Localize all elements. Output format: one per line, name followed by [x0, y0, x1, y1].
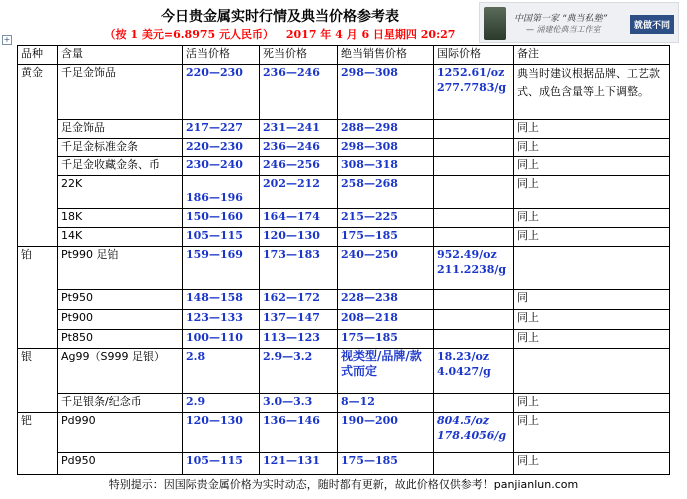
header-category: 品种	[18, 46, 58, 65]
header-content: 含量	[58, 46, 183, 65]
note-cell: 同上	[514, 453, 670, 475]
header-intl-price: 国际价格	[434, 46, 514, 65]
content-cell: Pd990	[58, 413, 183, 453]
note-cell: 典当时建议根据品牌、工艺款式、成色含量等上下调整。	[514, 65, 670, 120]
sale-price-cell: 175—185	[338, 228, 434, 247]
page-subtitle	[0, 26, 560, 42]
intl-price-cell	[434, 176, 514, 209]
table-row	[18, 247, 670, 290]
logo-seal-icon	[484, 7, 506, 40]
live-price-cell: 159—169	[183, 247, 260, 290]
note-cell: 同上	[514, 120, 670, 139]
sale-price-cell: 208—218	[338, 310, 434, 330]
dead-price-cell: 236—246	[260, 65, 338, 120]
content-cell: Pd950	[58, 453, 183, 475]
table-row	[18, 290, 670, 310]
footer-notice: 特别提示：因国际贵金属价格为实时动态，随时都有更新，故此价格仅供参考！panjianlun.com	[108, 478, 579, 491]
live-price-cell: 2.8	[183, 349, 260, 394]
header-note: 备注	[514, 46, 670, 65]
intl-price-cell	[434, 120, 514, 139]
live-price-cell: 105—115	[183, 228, 260, 247]
note-cell	[514, 349, 670, 394]
dead-price-cell: 120—130	[260, 228, 338, 247]
category-cell: 铂	[18, 247, 58, 349]
live-price-cell: 120—130	[183, 413, 260, 453]
content-cell: 足金饰品	[58, 120, 183, 139]
dead-price-cell: 2.9—3.2	[260, 349, 338, 394]
table-row	[18, 394, 670, 413]
content-cell: Pt950	[58, 290, 183, 310]
note-cell: 同上	[514, 413, 670, 453]
sale-price-cell: 190—200	[338, 413, 434, 453]
header-live-price: 活当价格	[183, 46, 260, 65]
table-row	[18, 228, 670, 247]
price-table	[17, 45, 670, 475]
note-cell	[514, 247, 670, 290]
dead-price-cell: 173—183	[260, 247, 338, 290]
sale-price-cell: 175—185	[338, 453, 434, 475]
dead-price-cell: 231—241	[260, 120, 338, 139]
studio-logo	[479, 2, 679, 43]
live-price-cell: 148—158	[183, 290, 260, 310]
table-row	[18, 349, 670, 394]
intl-price-cell	[434, 330, 514, 349]
header-dead-price: 死当价格	[260, 46, 338, 65]
category-cell: 黄金	[18, 65, 58, 247]
dead-price-cell: 202—212	[260, 176, 338, 209]
report-date: 2017 年 4 月 6 日星期四 20:27	[285, 28, 456, 41]
live-price-cell: 217—227	[183, 120, 260, 139]
intl-price-cell	[434, 139, 514, 157]
note-cell: 同上	[514, 139, 670, 157]
content-cell: Pt850	[58, 330, 183, 349]
content-cell: 14K	[58, 228, 183, 247]
sale-price-cell: 288—298	[338, 120, 434, 139]
live-price-cell: 220—230	[183, 65, 260, 120]
intl-price-cell	[434, 453, 514, 475]
dead-price-cell: 137—147	[260, 310, 338, 330]
live-price-value: 186—196	[186, 191, 243, 204]
table-header-row	[18, 46, 670, 65]
sale-price-cell: 308—318	[338, 157, 434, 176]
table-row	[18, 413, 670, 453]
table-row	[18, 176, 670, 209]
table-move-handle-icon[interactable]: +	[3, 35, 11, 44]
sale-price-cell: 8—12	[338, 394, 434, 413]
content-cell: 千足银条/纪念币	[58, 394, 183, 413]
intl-price-cell	[434, 290, 514, 310]
table-row	[18, 330, 670, 349]
dead-price-cell: 121—131	[260, 453, 338, 475]
sale-price-cell: 228—238	[338, 290, 434, 310]
dead-price-cell: 246—256	[260, 157, 338, 176]
table-row	[18, 120, 670, 139]
note-cell: 同上	[514, 310, 670, 330]
dead-price-cell: 136—146	[260, 413, 338, 453]
logo-tag: 就做不同	[630, 15, 674, 34]
table-row	[18, 157, 670, 176]
intl-price-cell: 952.49/oz 211.2238/g	[434, 247, 514, 290]
note-cell: 同上	[514, 394, 670, 413]
dead-price-cell: 164—174	[260, 209, 338, 228]
content-cell: Pt900	[58, 310, 183, 330]
table-row	[18, 310, 670, 330]
live-price-cell: 230—240	[183, 157, 260, 176]
content-cell: 千足金饰品	[58, 65, 183, 120]
dead-price-cell: 236—246	[260, 139, 338, 157]
table-row	[18, 65, 670, 120]
logo-line-2: — 涌建伦典当工作室	[526, 25, 601, 34]
note-cell: 同上	[514, 209, 670, 228]
content-cell: 18K	[58, 209, 183, 228]
content-cell: 千足金收藏金条、币	[58, 157, 183, 176]
note-cell: 同上	[514, 228, 670, 247]
table-row	[18, 209, 670, 228]
note-cell: 同上	[514, 330, 670, 349]
content-cell: 22K	[58, 176, 183, 209]
live-price-cell: 220—230	[183, 139, 260, 157]
live-price-cell: 123—133	[183, 310, 260, 330]
content-cell: 千足金标准金条	[58, 139, 183, 157]
sale-price-cell: 298—308	[338, 139, 434, 157]
sale-price-cell: 175—185	[338, 330, 434, 349]
content-cell: Pt990 足铂	[58, 247, 183, 290]
exchange-rate: （按 1 美元=6.8975 元人民币）	[104, 28, 275, 41]
category-cell: 钯	[18, 413, 58, 475]
sale-price-cell: 视类型/品牌/款式而定	[338, 349, 434, 394]
sale-price-cell: 258—268	[338, 176, 434, 209]
intl-price-cell: 18.23/oz 4.0427/g	[434, 349, 514, 394]
live-price-cell: 150—160	[183, 209, 260, 228]
note-cell: 同上	[514, 176, 670, 209]
table-row	[18, 139, 670, 157]
intl-price-cell	[434, 209, 514, 228]
page-title: 今日贵金属实时行情及典当价格参考表	[161, 9, 399, 25]
note-cell: 同	[514, 290, 670, 310]
dead-price-cell: 162—172	[260, 290, 338, 310]
category-cell: 银	[18, 349, 58, 413]
header-sale-price: 绝当销售价格	[338, 46, 434, 65]
sale-price-cell: 298—308	[338, 65, 434, 120]
intl-price-cell	[434, 310, 514, 330]
sale-price-cell: 240—250	[338, 247, 434, 290]
intl-price-cell	[434, 394, 514, 413]
table-row	[18, 453, 670, 475]
live-price-cell: 2.9	[183, 394, 260, 413]
note-cell: 同上	[514, 157, 670, 176]
intl-price-cell	[434, 157, 514, 176]
logo-line-1: 中国第一家 “典当私塾”	[514, 14, 608, 24]
live-price-cell: 100—110	[183, 330, 260, 349]
intl-price-cell: 1252.61/oz 277.7783/g	[434, 65, 514, 120]
intl-price-cell: 804.5/oz 178.4056/g	[434, 413, 514, 453]
live-price-cell: 105—115	[183, 453, 260, 475]
sale-price-cell: 215—225	[338, 209, 434, 228]
dead-price-cell: 3.0—3.3	[260, 394, 338, 413]
live-price-cell	[183, 176, 260, 209]
content-cell: Ag99（S999 足银）	[58, 349, 183, 394]
dead-price-cell: 113—123	[260, 330, 338, 349]
intl-price-cell	[434, 228, 514, 247]
